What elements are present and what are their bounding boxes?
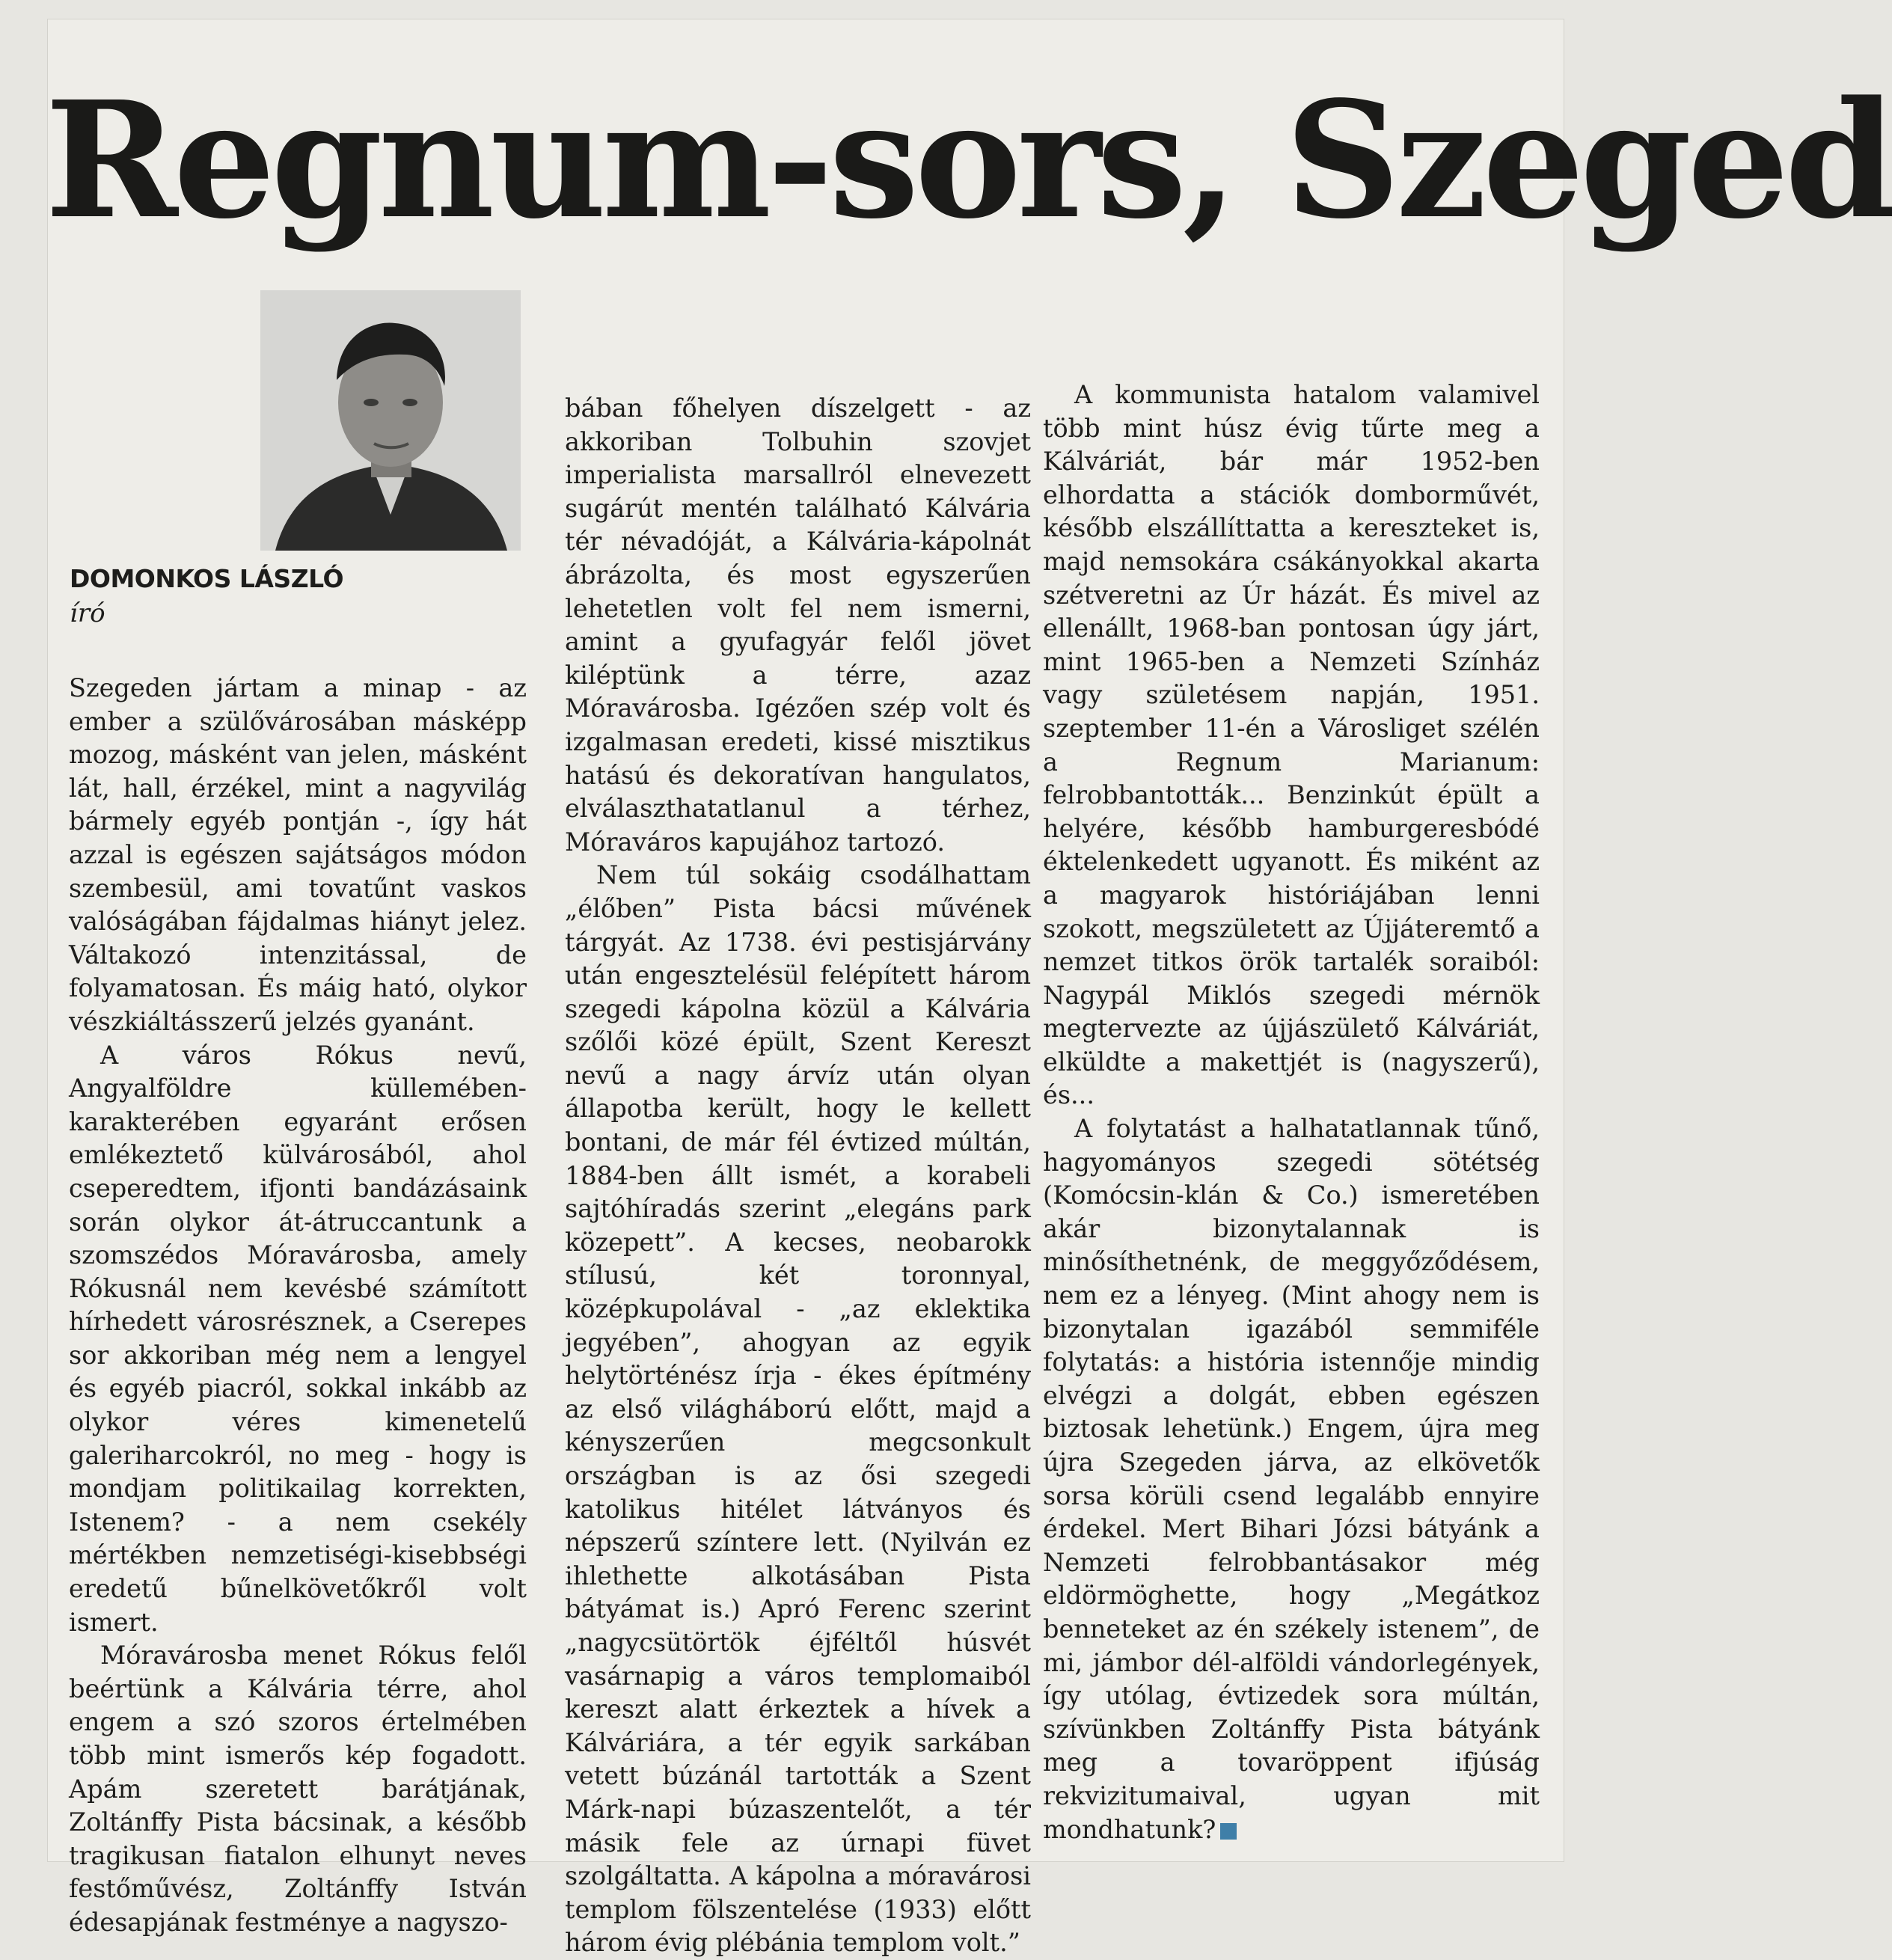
author-role: író xyxy=(70,598,105,628)
article-column-2 xyxy=(565,392,1031,1960)
paragraph: Móravárosba menet Rókus felől beértünk a Kálvária térre, ahol engem a szó szoros értelmében több mint ismerős kép fogadott. Apám szeretett barátjának, Zoltánffy Pista bácsinak, a később tragikusan fiatalon elhunyt neves festőművész, Zoltánffy István édesapjának festménye a nagyszo- xyxy=(69,1641,527,1937)
paragraph: Szegeden jártam a minap - az ember a szülővárosában másképp mozog, másként van jelen, másként lát, hall, érzékel, mint a nagyvilág bármely egyéb pontján -, így hát azzal is egészen sajátságos módon szembesül, ami tovatűnt vaskos valóságában fájdalmas hiányt jelez. Váltakozó intenzitással, de folyamatosan. És máig ható, olykor vészkiáltásszerű jelzés gyanánt. xyxy=(69,673,527,1036)
paragraph: A város Rókus nevű, Angyalföldre küllemében-karakterében egyaránt erősen emlékeztető külvárosából, ahol cseperedtem, ifjonti bandázásaink során olykor át-átruccantunk a szomszédos Móravárosba, amely Rókusnál nem kevésbé számított hírhedett városrésznek, a Cserepes sor akkoriban még nem a lengyel és egyéb piacról, sokkal inkább az olykor véres kimenetelű galeriharcokról, no meg - hogy is mondjam politikailag korrekten, Istenem? - a nem csekély mértékben nemzetiségi-kisebbségi eredetű bűnelkövetőkről volt ismert. xyxy=(69,1040,527,1637)
article-column-3 xyxy=(1043,379,1540,1846)
paragraph-text: A folytatást a halhatatlannak tűnő, hagyományos szegedi sötétség (Komócsin-klán & Co.) ismeretében akár bizonytalannak is minősíthetnénk, de meggyőződésem, nem ez a lényeg. (Mint ahogy nem is bizonytalan igazából semmiféle folytatás: a história istennője mindig elvégzi a dolgát, ebben egészen biztosak lehetünk.) Engem, újra meg újra Szegeden járva, az elkövetők sorsa körüli csend legalább ennyire érdekel. Mert Bihari Józsi bátyánk a Nemzeti felrobbantásakor még eldörmöghette, hogy „Megátkoz benneteket az én székely istenem”, de mi, jámbor dél-alföldi vándorlegények, így utólag, évtizedek sora múltán, szívünkben Zoltánffy Pista bátyánk meg a tovaröppent ifjúság rekvizitumaival, ugyan mit mondhatunk? xyxy=(1043,1114,1540,1844)
paragraph: bában főhelyen díszelgett - az akkoriban Tolbuhin szovjet imperialista marsallról elnevezett sugárút mentén található Kálvária tér névadóját, a Kálvária-kápolnát ábrázolta, és most egyszerűen lehetetlen volt fel nem ismerni, amint a gyufagyár felől jövet kiléptünk a térre, azaz Móravárosba. Igézően szép volt és izgalmasan eredeti, kissé misztikus hatású és dekoratívan hangulatos, elválaszthatatlanul a térhez, Móraváros kapujához tartozó. xyxy=(565,393,1031,857)
portrait-photo-icon xyxy=(260,290,521,551)
paragraph xyxy=(1043,1112,1540,1846)
paragraph: A kommunista hatalom valamivel több mint húsz évig tűrte meg a Kálváriát, bár már 1952-ben elhordatta a stációk domborművét, később elszállíttatta a kereszteket is, majd nemsokára csákányokkal akarta szétveretni az Úr házát. És mivel az ellenállt, 1968-ban pontosan úgy járt, mint 1965-ben a Nemzeti Színház vagy születésem napján, 1951. szeptember 11-én a Városliget szélén a Regnum Marianum: felrobbantották... Benzinkút épült a helyére, később hamburgeresbódé éktelenkedett ugyanott. És miként az a magyarok históriájában lenni szokott, megszületett az Újjáteremtő a nemzet titkos örök tartalék soraiból: Nagypál Miklós szegedi mérnök megtervezte az újjászülető Kálváriát, elküldte a makettjét is (nagyszerű), és... xyxy=(1043,380,1540,1110)
paragraph: Nem túl sokáig csodálhattam „élőben” Pista bácsi művének tárgyát. Az 1738. évi pestisjárvány után engesztelésül felépített három szegedi kápolna közül a Kálvária szőlői közé épült, Szent Kereszt nevű a nagy árvíz után olyan állapotba került, hogy le kellett bontani, de már fél évtized múltán, 1884-ben állt ismét, a korabeli sajtóhíradás szerint „elegáns park közepett”. A kecses, neobarokk stílusú, két toronnyal, középkupolával - „az eklektika jegyében”, ahogyan az egyik helytörténész írja - ékes építmény az első világháború előtt, majd a kényszerűen megcsonkult országban is az ősi szegedi katolikus hitélet látványos és népszerű színtere lett. (Nyilván ez ihlethette alkotásában Pista bátyámat is.) Apró Ferenc szerint „nagycsütörtök éjféltől húsvét vasárnapig a város templomaiból kereszt alatt érkeztek a hívek a Kálváriára, a tér egyik sarkában vetett búzánál tartották a Szent Márk-napi búzaszentelőt, a tér másik fele az úrnapi füvet szolgáltatta. A kápolna a móravárosi templom fölszentelése (1933) előtt három évig plébánia templom volt.” xyxy=(565,860,1031,1958)
author-name: DOMONKOS LÁSZLÓ xyxy=(70,564,344,593)
author-photo xyxy=(260,290,521,551)
headline: Regnum-sors, Szeged xyxy=(45,67,1892,254)
end-mark-icon xyxy=(1220,1823,1237,1840)
article-column-1 xyxy=(69,672,527,1940)
